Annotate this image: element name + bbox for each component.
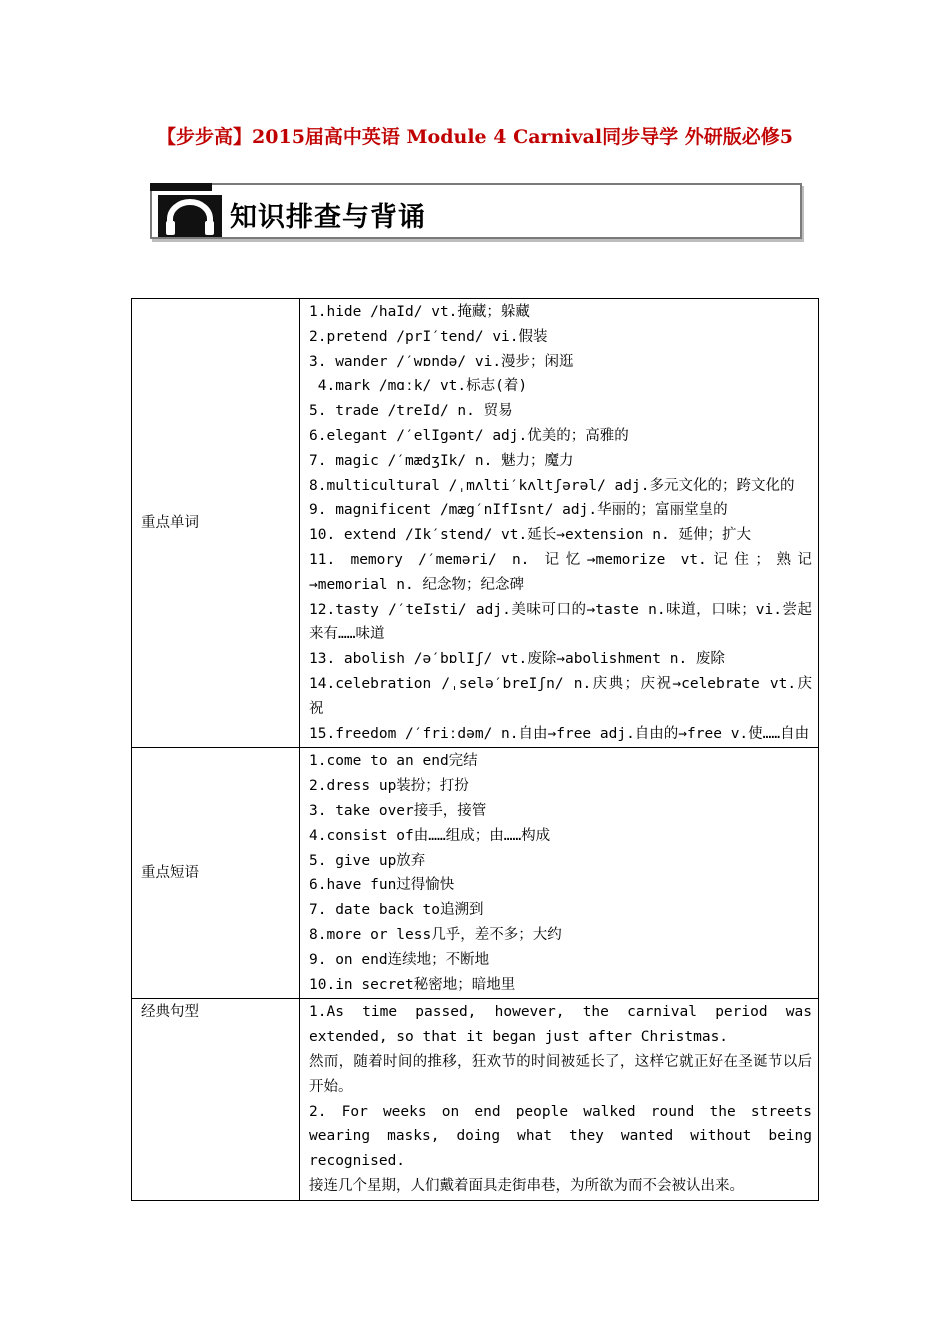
list-item: 3. wander /′wɒndə/ vi.漫步；闲逛 — [309, 353, 574, 370]
list-item: 4.mark /mɑːk/ vt.标志(着) — [309, 378, 528, 395]
list-item: 10. extend /Ik′stend/ vt.延长→extension n. 延伸；扩大 — [309, 527, 751, 544]
category-cell: 经典句型 — [132, 999, 300, 1200]
knowledge-table — [131, 298, 819, 1201]
list-item: 8.multicultural /ˌmʌlti′kʌltʃərəl/ adj.多元文化的；跨文化的 — [309, 477, 795, 494]
list-item: 8.more or less几乎，差不多；大约 — [309, 926, 562, 943]
list-item: 1.hide /haId/ vt.掩藏；躲藏 — [309, 304, 530, 320]
document-title: 【步步高】2015届高中英语 Module 4 Carnival同步导学 外研版必修5 — [157, 126, 793, 148]
list-item: 接连几个星期，人们戴着面具走街串巷，为所欲为而不会被认出来。 — [309, 1177, 744, 1194]
list-item: 1.come to an end完结 — [309, 753, 478, 770]
list-item: 3. take over接手，接管 — [309, 802, 487, 819]
list-item: 9. on end连续地；不断地 — [309, 951, 490, 968]
list-item: 6.elegant /′elIgənt/ adj.优美的；高雅的 — [309, 427, 629, 444]
list-item: 6.have fun过得愉快 — [309, 877, 455, 894]
list-item: 2.dress up装扮；打扮 — [309, 778, 469, 795]
list-item: 2.pretend /prI′tend/ vi.假装 — [309, 328, 548, 345]
list-item: 7. magic /′mædʒIk/ n. 魅力；魔力 — [309, 452, 574, 469]
list-item: 2. For weeks on end people walked round the streets wearing masks, doing what they wanted without being recognised. — [309, 1103, 812, 1170]
list-item: 4.consist of由……组成；由……构成 — [309, 827, 551, 844]
list-item: 10.in secret秘密地；暗地里 — [309, 976, 516, 993]
list-item: 11. memory /′meməri/ n. 记忆→memorize vt.记住；熟记→memorial n. 纪念物；纪念碑 — [309, 551, 812, 593]
table-row — [132, 299, 819, 748]
list-item: 5. trade /treId/ n. 贸易 — [309, 403, 513, 420]
list-item: 5. give up放弃 — [309, 852, 426, 869]
list-item: 13. abolish /ə′bɒlIʃ/ vt.废除→abolishment n. 废除 — [309, 651, 725, 668]
content-cell — [300, 748, 819, 999]
content-cell — [300, 299, 819, 748]
section-banner — [150, 183, 802, 239]
category-cell: 重点单词 — [132, 299, 300, 748]
list-item: 14.celebration /ˌselə′breIʃn/ n.庆典；庆祝→celebrate vt.庆祝 — [309, 675, 812, 717]
list-item: 15.freedom /′friːdəm/ n.自由→free adj.自由的→free v.使……自由 — [309, 725, 810, 742]
content-cell — [300, 999, 819, 1200]
table-row — [132, 999, 819, 1200]
list-item: 12.tasty /′teIsti/ adj.美味可口的→taste n.味道，口味；vi.尝起来有……味道 — [309, 601, 812, 643]
banner-accent-bar — [150, 183, 212, 191]
banner-label: 知识排查与背诵 — [230, 202, 426, 233]
list-item: 然而，随着时间的推移，狂欢节的时间被延长了，这样它就正好在圣诞节以后开始。 — [309, 1053, 812, 1095]
table-row — [132, 748, 819, 999]
headphones-icon — [158, 195, 222, 237]
list-item: 7. date back to追溯到 — [309, 902, 484, 919]
list-item: 1.As time passed, however, the carnival period was extended, so that it began just after Christmas. — [309, 1004, 812, 1046]
category-cell: 重点短语 — [132, 748, 300, 999]
list-item: 9. magnificent /mæg′nIfIsnt/ adj.华丽的；富丽堂皇的 — [309, 502, 728, 519]
